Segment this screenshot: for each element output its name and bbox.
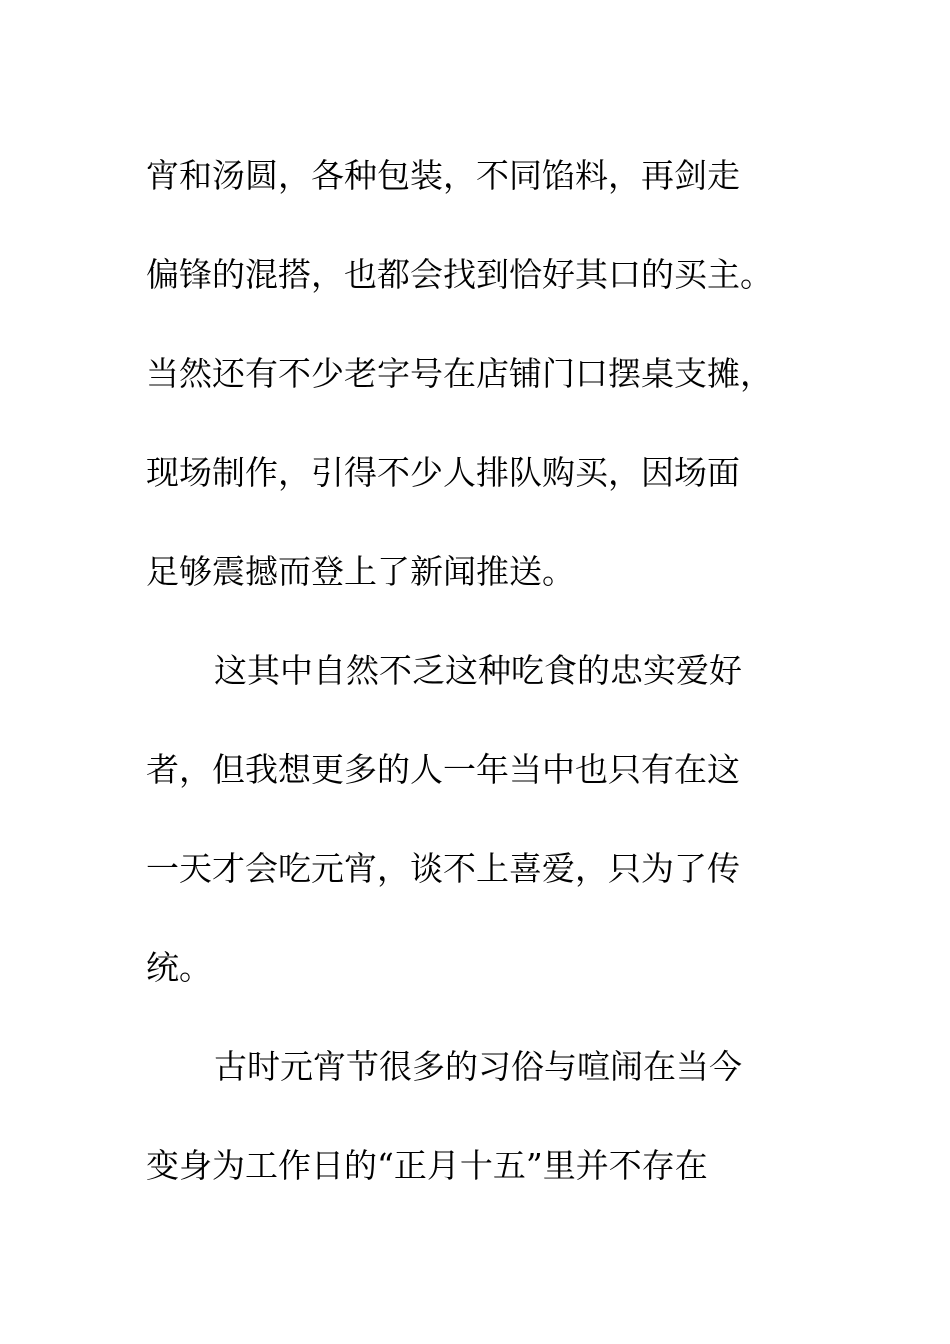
text-line: 现场制作，引得不少人排队购买，因场面 [146,453,740,492]
paragraph-3 [146,1017,806,1215]
paragraph-2 [146,621,806,1017]
text-line: 宵和汤圆，各种包装，不同馅料，再剑走 [146,156,740,195]
text-line: 偏锋的混搭，也都会找到恰好其口的买主。 [146,255,773,294]
text-line: 当然还有不少老字号在店铺门口摆桌支摊， [146,354,773,393]
text-line: 古时元宵节很多的习俗与喧闹在当今 [214,1047,742,1086]
text-line: 这其中自然不乏这种吃食的忠实爱好 [214,651,742,690]
text-line: 足够震撼而登上了新闻推送。 [146,552,575,591]
text-line: 统。 [146,948,212,987]
body-text [146,126,806,1215]
text-line: 一天才会吃元宵，谈不上喜爱，只为了传 [146,849,740,888]
text-line: 者，但我想更多的人一年当中也只有在这 [146,750,740,789]
paragraph-1 [146,126,806,621]
text-line: 变身为工作日的“正月十五”里并不存在 [146,1146,708,1185]
